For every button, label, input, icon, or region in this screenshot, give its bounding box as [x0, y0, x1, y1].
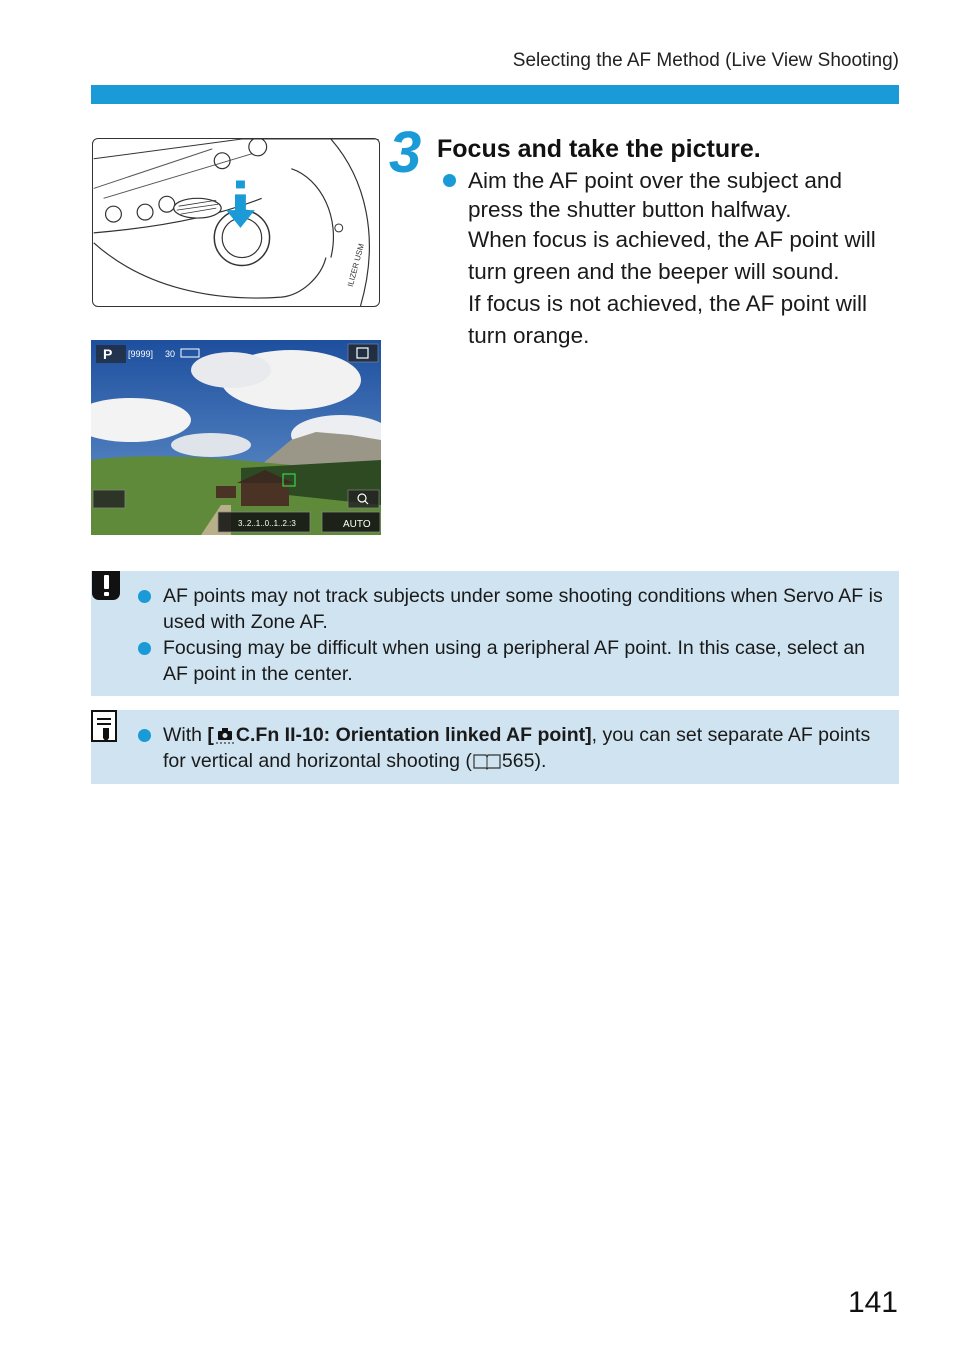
bullet-dot-icon — [138, 642, 151, 655]
running-header: Selecting the AF Method (Live View Shooting) — [512, 50, 899, 71]
caution-list — [138, 583, 887, 687]
shooting-mode-label: P — [103, 346, 113, 362]
memo-box — [91, 710, 899, 784]
magnify-icon — [348, 490, 379, 508]
list-item: With [ C.Fn II-10: Orientation linked AF point], you can set separate AF points for vertical and horizontal shooting ( 565). — [138, 722, 887, 774]
step-paragraph-focus-achieved: When focus is achieved, the AF point will turn green and the beeper will sound. — [468, 227, 876, 284]
header-bar — [91, 85, 899, 104]
memo-list — [138, 722, 887, 774]
bullet-dot-icon — [138, 590, 151, 603]
shooting-menu-camera-icon — [214, 726, 236, 744]
list-item: AF points may not track subjects under some shooting conditions when Servo AF is used with Zone AF. — [138, 583, 887, 635]
creative-assist-icon — [93, 490, 125, 508]
page-reference-book-icon — [472, 752, 502, 770]
bullet-dot-icon — [443, 174, 456, 187]
step-title: Focus and take the picture. — [437, 135, 761, 163]
exposure-level-scale: 3..2..1..0..1..2.:3 — [238, 519, 296, 528]
step-body — [443, 166, 903, 352]
step-bullet — [443, 166, 903, 224]
page-reference[interactable]: 565 — [501, 750, 535, 772]
svg-text:ILIZER USM: ILIZER USM — [345, 242, 366, 288]
shutter-value: 30 — [165, 349, 176, 359]
live-view-screen — [91, 340, 381, 535]
page-number: 141 — [847, 1286, 898, 1319]
step-paragraph-focus-not-achieved: If focus is not achieved, the AF point will turn orange. — [468, 291, 867, 348]
step-bullet-text: Aim the AF point over the subject and press the shutter button halfway. — [468, 168, 842, 222]
quick-control-icon — [348, 344, 378, 362]
memo-icon — [91, 710, 121, 746]
camera-top-illustration — [92, 138, 380, 307]
custom-function-name: C.Fn II-10: Orientation linked AF point] — [235, 724, 592, 746]
caution-icon — [91, 571, 121, 601]
list-item: Focusing may be difficult when using a peripheral AF point. In this case, select an AF point in the center. — [138, 635, 887, 687]
shots-remaining: [9999] — [128, 349, 154, 359]
bullet-dot-icon — [138, 729, 151, 742]
caution-box — [91, 571, 899, 696]
iso-value: AUTO — [343, 519, 371, 530]
step-number: 3 — [389, 120, 422, 185]
